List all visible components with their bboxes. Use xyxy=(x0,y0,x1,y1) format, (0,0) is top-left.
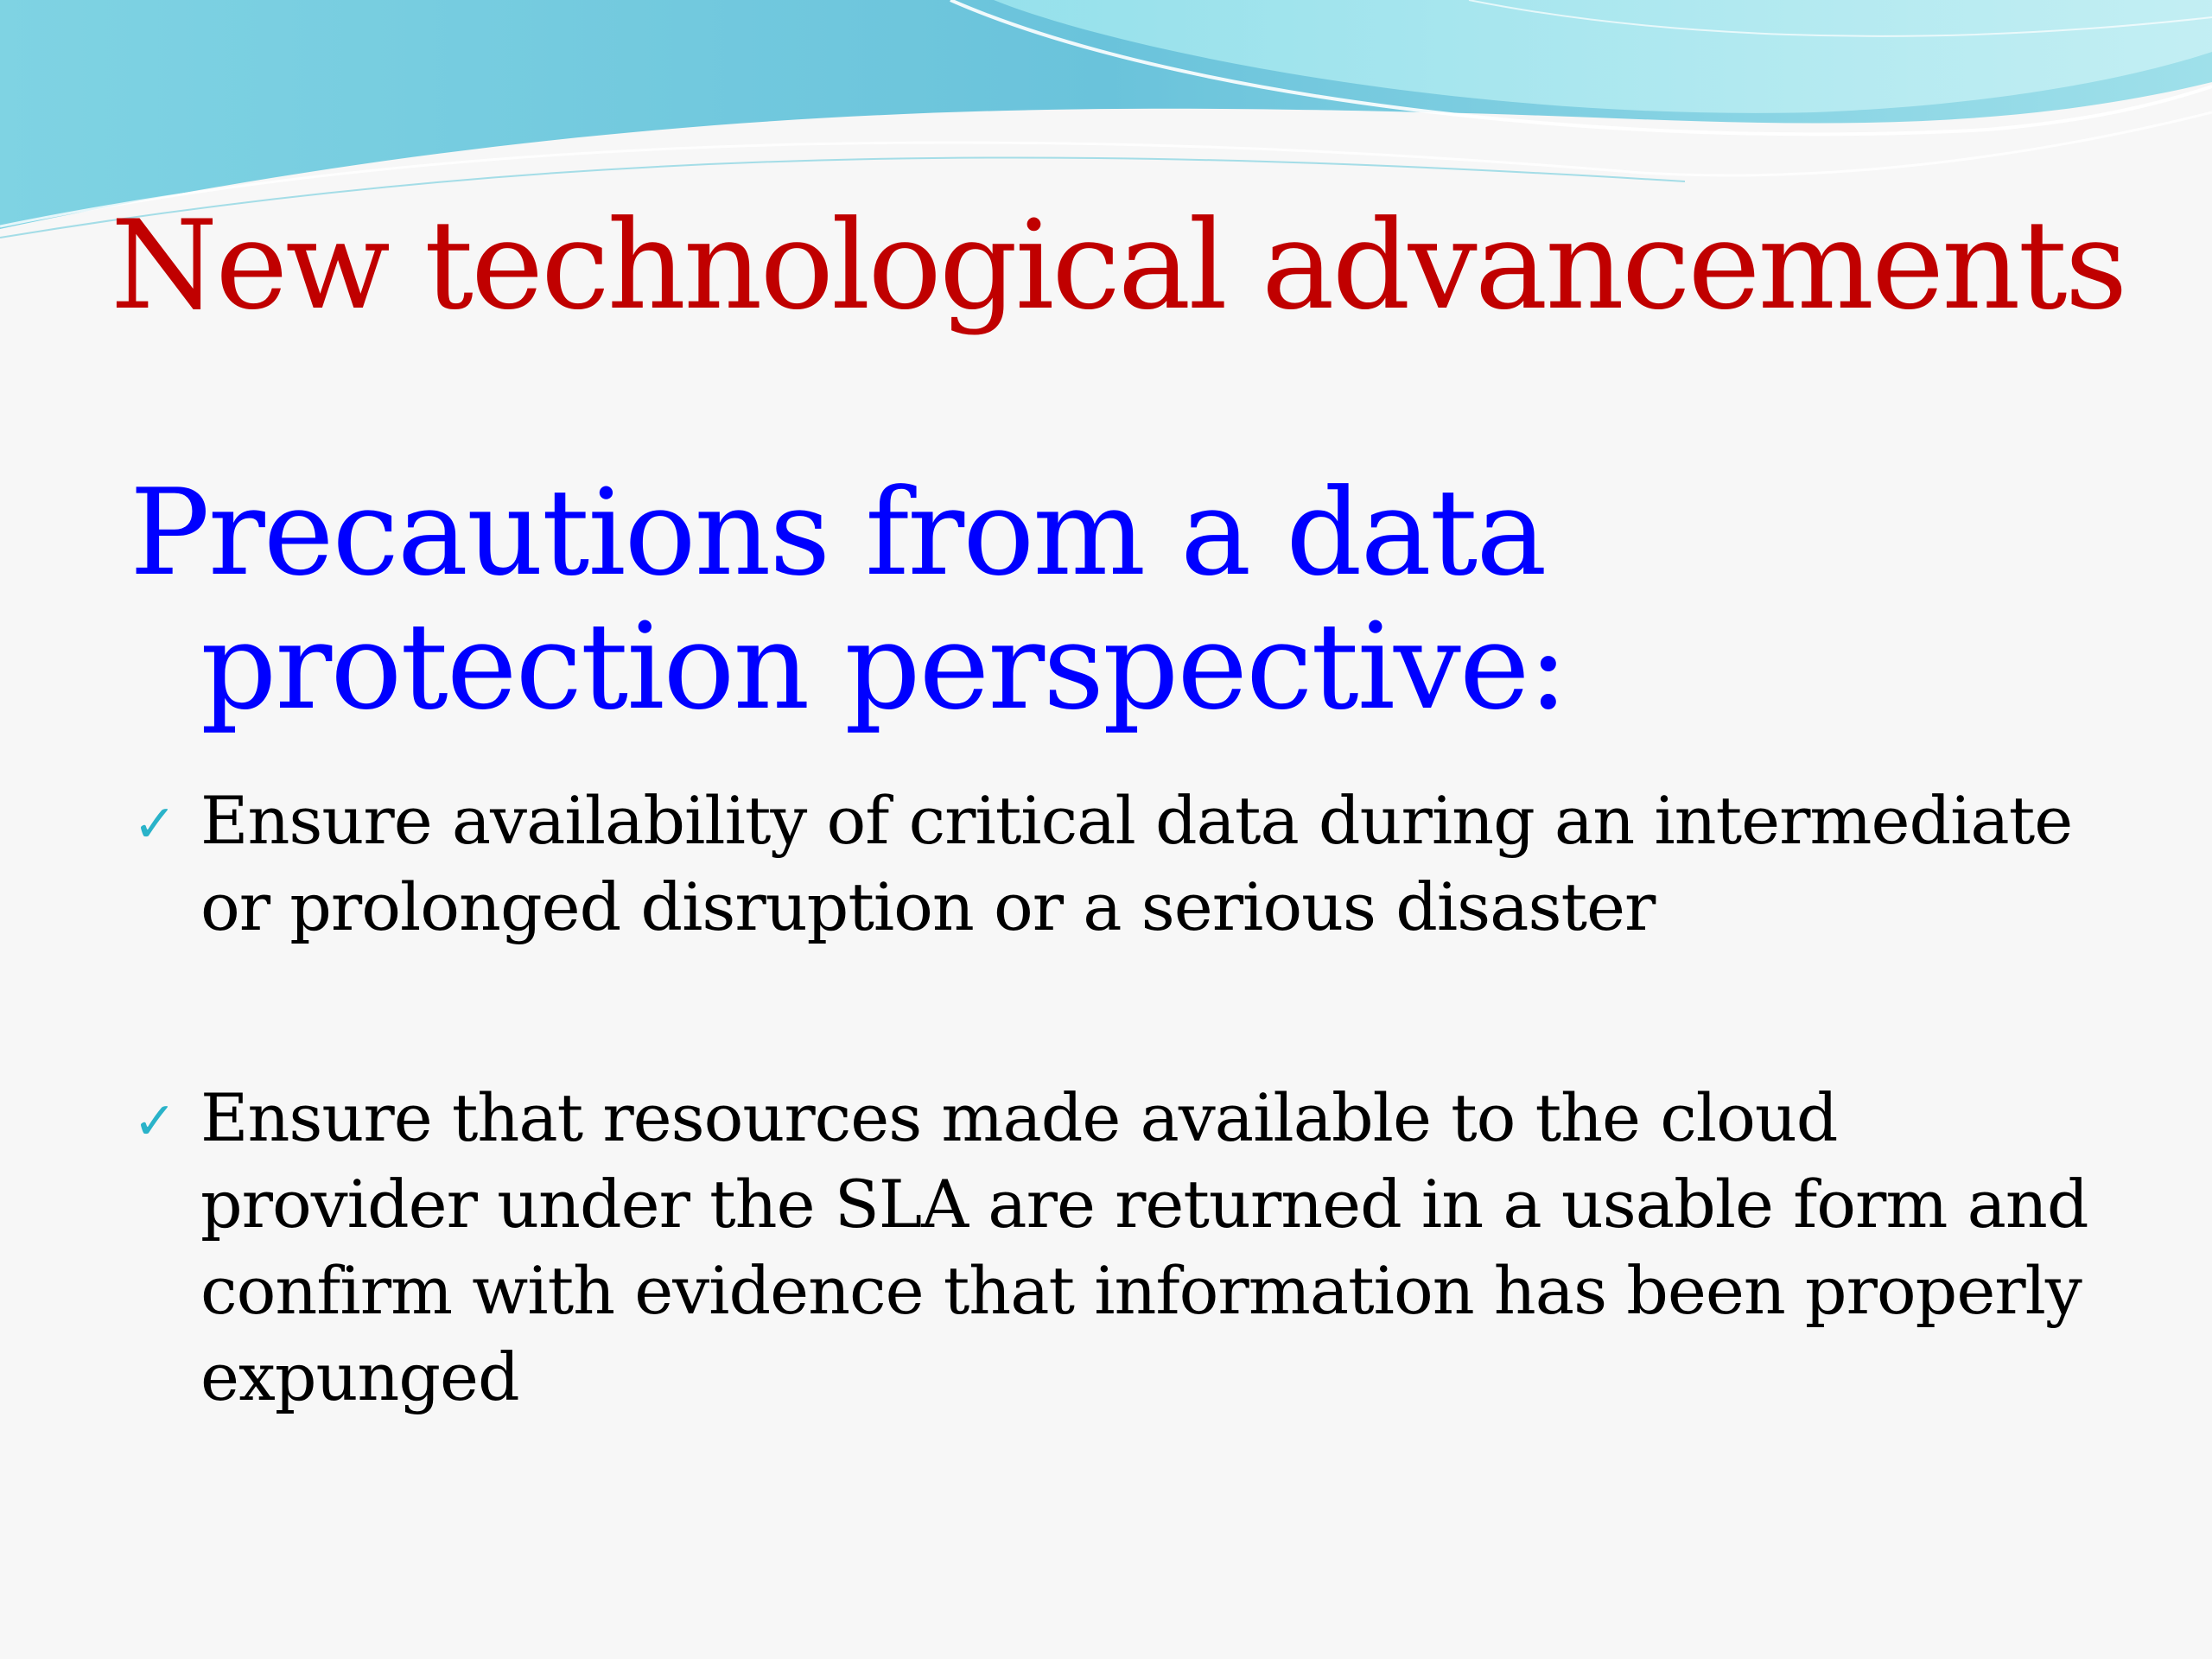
bullet-text: Ensure availability of critical data during an intermediate or prolonged disruption or a serious disaster xyxy=(200,782,2073,945)
slide-subheading: Precautions from a data protection perspective: xyxy=(130,463,1567,736)
bullet-item xyxy=(130,778,2117,950)
bullet-text: Ensure that resources made available to the cloud provider under the SLA are returned in a usable form and confirm with evidence that information has been properly expunged xyxy=(200,1079,2088,1415)
checkmark-icon: ✓ xyxy=(133,794,176,855)
bullet-list xyxy=(130,778,2117,1421)
bullet-item xyxy=(130,1075,2117,1421)
checkmark-icon: ✓ xyxy=(133,1091,176,1152)
slide-title: New technological advancements xyxy=(111,194,2126,337)
